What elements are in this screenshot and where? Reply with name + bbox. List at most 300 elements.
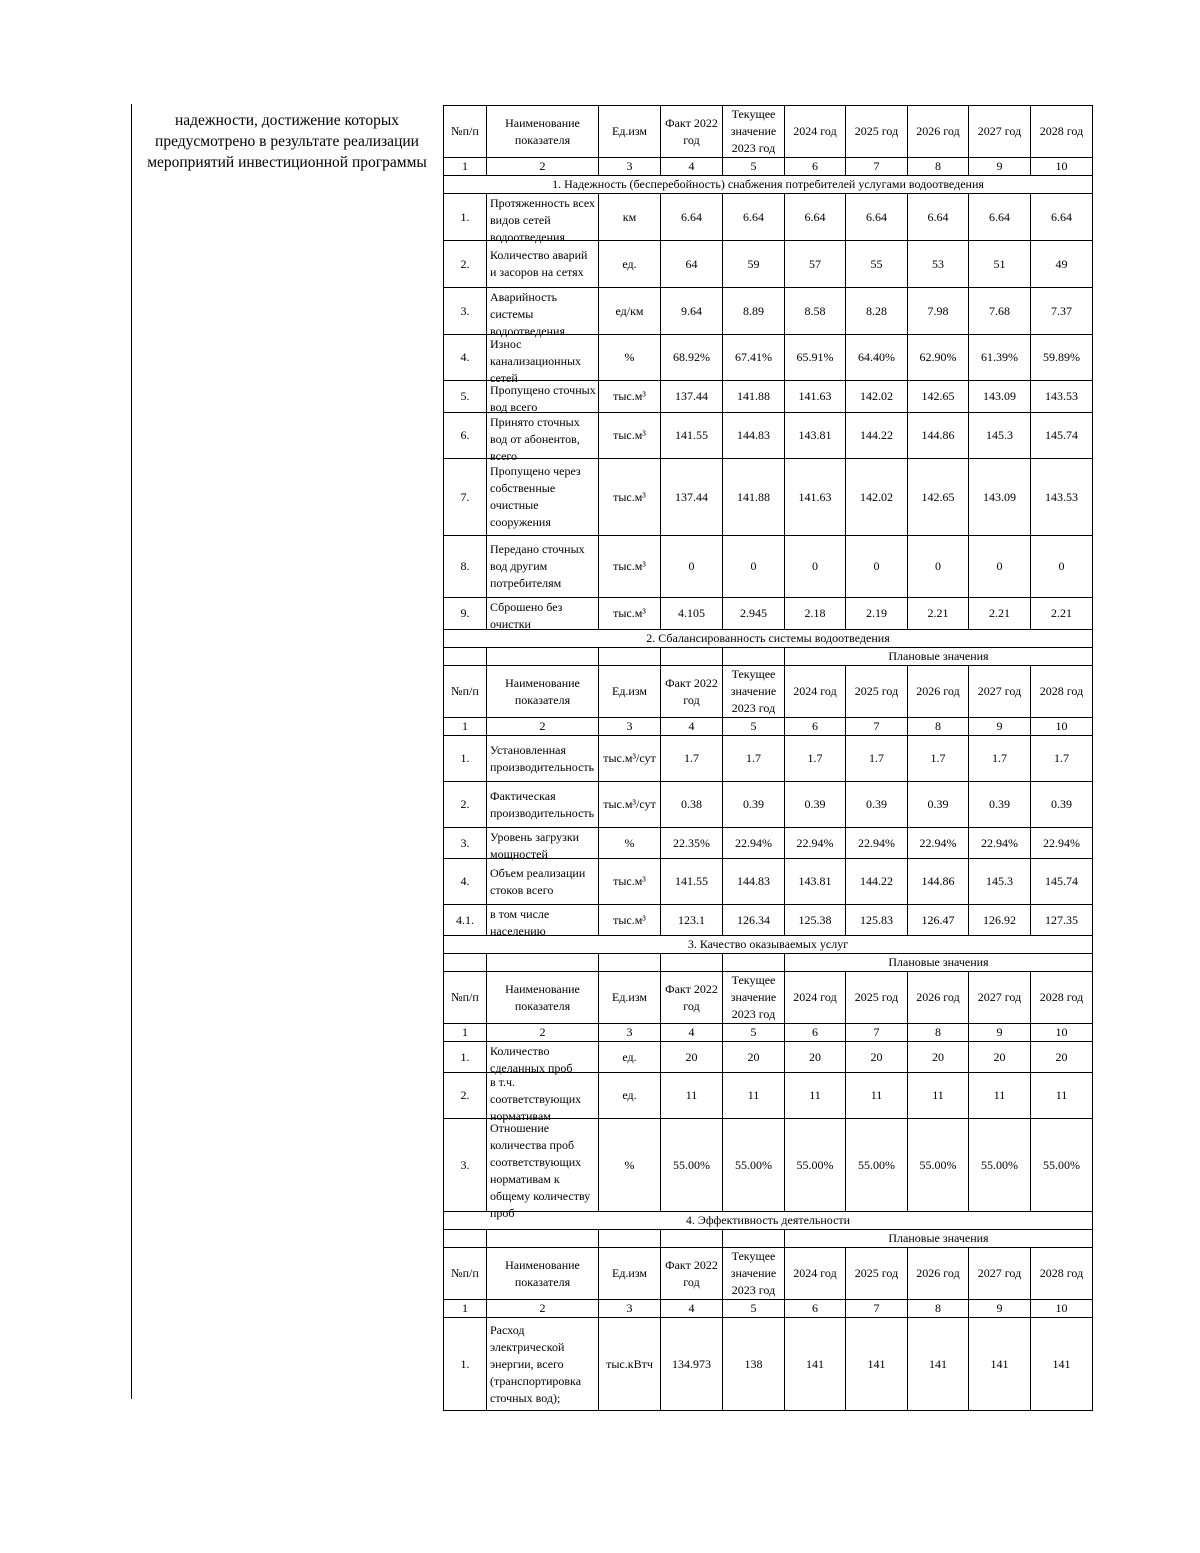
- indicator-name-text: Уровень загрузки мощностей: [490, 829, 580, 861]
- left-column-rule: [131, 104, 132, 1399]
- header-row: [444, 1248, 1093, 1300]
- left-text-line: надежности, достижение которых: [174, 112, 399, 129]
- row-unit: тыс.м³/сут: [599, 782, 661, 828]
- row-value: 141.55: [661, 859, 723, 905]
- row-unit: тыс.м³/сут: [599, 736, 661, 782]
- row-value: 64.40%: [846, 335, 908, 381]
- row-value: 0: [969, 536, 1031, 598]
- column-number: 9: [969, 1024, 1031, 1042]
- table-row: [444, 782, 1093, 828]
- row-value: 8.28: [846, 288, 908, 335]
- row-value: 1.7: [908, 736, 969, 782]
- header-name: Наименование показателя: [487, 666, 599, 718]
- column-number: 10: [1031, 1024, 1093, 1042]
- row-value: 0.39: [969, 782, 1031, 828]
- header-num: №п/п: [444, 666, 487, 718]
- row-value: 0: [661, 536, 723, 598]
- row-value: 141: [969, 1318, 1031, 1411]
- row-value: 138: [723, 1318, 785, 1411]
- header-year: 2028 год: [1031, 106, 1093, 158]
- row-value: 51: [969, 241, 1031, 288]
- row-value: 142.65: [908, 381, 969, 413]
- row-value: 6.64: [969, 194, 1031, 241]
- column-number: 7: [846, 1024, 908, 1042]
- row-value: 59: [723, 241, 785, 288]
- table-row: [444, 598, 1093, 630]
- indicator-name-text: в т.ч. соответствующих нормативам: [490, 1074, 582, 1123]
- row-value: 141: [908, 1318, 969, 1411]
- row-unit: тыс.м³: [599, 381, 661, 413]
- row-value: 20: [785, 1042, 846, 1073]
- column-number: 5: [723, 1300, 785, 1318]
- row-indicator-name: [487, 536, 599, 598]
- column-number: 1: [444, 158, 487, 176]
- row-value: 144.22: [846, 859, 908, 905]
- header-current: Текущее значение 2023 год: [723, 666, 785, 718]
- row-number: 8.: [444, 536, 487, 598]
- section-title-row: [444, 176, 1093, 194]
- empty-cell: [487, 648, 599, 666]
- row-value: 22.94%: [969, 828, 1031, 859]
- empty-cell: [661, 1230, 723, 1248]
- row-number: 4.: [444, 859, 487, 905]
- column-number: 2: [487, 1300, 599, 1318]
- row-number: 9.: [444, 598, 487, 630]
- indicator-name-text: Износ канализационных сетей: [490, 336, 582, 385]
- column-number: 1: [444, 718, 487, 736]
- header-unit: Ед.изм: [599, 106, 661, 158]
- row-value: 6.64: [723, 194, 785, 241]
- row-value: 144.22: [846, 413, 908, 459]
- row-value: 123.1: [661, 905, 723, 936]
- row-value: 64: [661, 241, 723, 288]
- row-unit: тыс.кВтч: [599, 1318, 661, 1411]
- row-value: 0: [723, 536, 785, 598]
- row-unit: тыс.м³: [599, 905, 661, 936]
- row-value: 9.64: [661, 288, 723, 335]
- row-value: 55.00%: [661, 1119, 723, 1212]
- row-value: 59.89%: [1031, 335, 1093, 381]
- column-number: 3: [599, 1300, 661, 1318]
- row-value: 142.65: [908, 459, 969, 536]
- empty-cell: [599, 648, 661, 666]
- indicator-name-text: Аварийность системы водоотведения: [490, 289, 565, 338]
- empty-cell: [487, 1230, 599, 1248]
- row-value: 4.105: [661, 598, 723, 630]
- column-number: 8: [908, 1024, 969, 1042]
- column-number: 10: [1031, 158, 1093, 176]
- column-number: 2: [487, 718, 599, 736]
- column-number: 1: [444, 1300, 487, 1318]
- column-number: 2: [487, 158, 599, 176]
- column-number: 5: [723, 718, 785, 736]
- row-unit: ед.: [599, 241, 661, 288]
- row-number: 3.: [444, 1119, 487, 1212]
- column-number: 10: [1031, 718, 1093, 736]
- indicator-name-text: Передано сточных вод другим потребителям: [490, 542, 585, 590]
- row-value: 0.39: [908, 782, 969, 828]
- column-number: 5: [723, 158, 785, 176]
- row-value: 20: [661, 1042, 723, 1073]
- table-row: [444, 1073, 1093, 1119]
- indicator-name-text: Количество сделанных проб: [490, 1043, 573, 1075]
- row-value: 6.64: [785, 194, 846, 241]
- row-value: 1.7: [969, 736, 1031, 782]
- row-value: 55.00%: [1031, 1119, 1093, 1212]
- column-number-row: [444, 158, 1093, 176]
- column-number: 6: [785, 1300, 846, 1318]
- row-value: 55.00%: [908, 1119, 969, 1212]
- row-value: 145.3: [969, 413, 1031, 459]
- row-value: 11: [723, 1073, 785, 1119]
- row-value: 143.53: [1031, 381, 1093, 413]
- row-value: 141.63: [785, 459, 846, 536]
- row-value: 65.91%: [785, 335, 846, 381]
- planned-values-row: [444, 648, 1093, 666]
- row-value: 2.21: [1031, 598, 1093, 630]
- table-row: [444, 194, 1093, 241]
- row-value: 134.973: [661, 1318, 723, 1411]
- row-value: 20: [1031, 1042, 1093, 1073]
- header-year: 2025 год: [846, 1248, 908, 1300]
- row-value: 20: [969, 1042, 1031, 1073]
- header-year: 2028 год: [1031, 972, 1093, 1024]
- row-value: 0.39: [846, 782, 908, 828]
- row-value: 1.7: [1031, 736, 1093, 782]
- row-unit: %: [599, 828, 661, 859]
- row-value: 55.00%: [785, 1119, 846, 1212]
- row-value: 141.88: [723, 381, 785, 413]
- table-row: [444, 335, 1093, 381]
- row-value: 1.7: [785, 736, 846, 782]
- planned-values-label: Плановые значения: [785, 954, 1093, 972]
- column-number: 1: [444, 1024, 487, 1042]
- row-value: 6.64: [661, 194, 723, 241]
- column-number: 3: [599, 158, 661, 176]
- row-indicator-name: [487, 459, 599, 536]
- empty-cell: [444, 648, 487, 666]
- column-number: 2: [487, 1024, 599, 1042]
- row-value: 126.47: [908, 905, 969, 936]
- header-current: Текущее значение 2023 год: [723, 972, 785, 1024]
- planned-values-label: Плановые значения: [785, 1230, 1093, 1248]
- header-year: 2027 год: [969, 666, 1031, 718]
- table-row: [444, 905, 1093, 936]
- empty-cell: [599, 954, 661, 972]
- row-value: 141.88: [723, 459, 785, 536]
- column-number: 7: [846, 1300, 908, 1318]
- row-value: 2.21: [908, 598, 969, 630]
- column-number: 6: [785, 158, 846, 176]
- row-value: 141: [1031, 1318, 1093, 1411]
- empty-cell: [723, 954, 785, 972]
- indicator-name-text: Количество аварий и засоров на сетях: [490, 248, 588, 279]
- row-value: 67.41%: [723, 335, 785, 381]
- section-title: 4. Эффективность деятельности: [444, 1212, 1093, 1230]
- header-name: Наименование показателя: [487, 972, 599, 1024]
- row-indicator-name: [487, 241, 599, 288]
- header-unit: Ед.изм: [599, 666, 661, 718]
- empty-cell: [723, 648, 785, 666]
- header-year: 2025 год: [846, 106, 908, 158]
- row-indicator-name: [487, 335, 599, 385]
- column-number: 7: [846, 718, 908, 736]
- row-value: 0: [785, 536, 846, 598]
- header-year: 2024 год: [785, 972, 846, 1024]
- row-number: 1.: [444, 194, 487, 241]
- section-title-row: [444, 630, 1093, 648]
- indicator-name-text: Объем реализации стоков всего: [490, 865, 586, 897]
- row-value: 125.38: [785, 905, 846, 936]
- row-value: 11: [908, 1073, 969, 1119]
- header-year: 2025 год: [846, 972, 908, 1024]
- row-value: 144.83: [723, 859, 785, 905]
- row-value: 22.94%: [908, 828, 969, 859]
- column-number-row: [444, 718, 1093, 736]
- column-number: 10: [1031, 1300, 1093, 1318]
- row-value: 68.92%: [661, 335, 723, 381]
- left-text-line: мероприятий инвестиционной программы: [147, 154, 427, 171]
- empty-cell: [444, 954, 487, 972]
- table-row: [444, 828, 1093, 859]
- row-value: 145.3: [969, 859, 1031, 905]
- section-title: 3. Качество оказываемых услуг: [444, 936, 1093, 954]
- empty-cell: [599, 1230, 661, 1248]
- row-value: 0: [1031, 536, 1093, 598]
- header-year: 2026 год: [908, 1248, 969, 1300]
- row-number: 5.: [444, 381, 487, 413]
- empty-cell: [444, 1230, 487, 1248]
- row-unit: ед.: [599, 1073, 661, 1119]
- row-value: 141: [785, 1318, 846, 1411]
- header-year: 2024 год: [785, 106, 846, 158]
- table-row: [444, 241, 1093, 288]
- row-value: 11: [661, 1073, 723, 1119]
- row-indicator-name: [487, 782, 599, 828]
- table-row: [444, 536, 1093, 598]
- header-year: 2024 год: [785, 666, 846, 718]
- row-number: 1.: [444, 736, 487, 782]
- row-value: 2.19: [846, 598, 908, 630]
- row-indicator-name: [487, 905, 599, 936]
- row-unit: тыс.м³: [599, 598, 661, 630]
- table-row: [444, 288, 1093, 335]
- row-unit: ед.: [599, 1042, 661, 1073]
- row-indicator-name: [487, 828, 599, 859]
- row-unit: тыс.м³: [599, 859, 661, 905]
- row-unit: км: [599, 194, 661, 241]
- row-value: 1.7: [846, 736, 908, 782]
- row-unit: тыс.м³: [599, 536, 661, 598]
- section-title-row: [444, 1212, 1093, 1230]
- row-value: 144.86: [908, 859, 969, 905]
- left-text-line: предусмотрено в результате реализации: [155, 133, 419, 150]
- row-number: 6.: [444, 413, 487, 459]
- table-row: [444, 1119, 1093, 1212]
- header-current: Текущее значение 2023 год: [723, 106, 785, 158]
- row-value: 8.58: [785, 288, 846, 335]
- indicator-name-text: Сброшено без очистки: [490, 599, 563, 631]
- row-indicator-name: [487, 1042, 599, 1073]
- column-number: 9: [969, 718, 1031, 736]
- header-year: 2026 год: [908, 666, 969, 718]
- left-column-text: [133, 110, 441, 173]
- row-value: 143.09: [969, 381, 1031, 413]
- row-value: 6.64: [846, 194, 908, 241]
- row-indicator-name: [487, 859, 599, 905]
- table-row: [444, 736, 1093, 782]
- row-indicator-name: [487, 194, 599, 244]
- section-title: 2. Сбалансированность системы водоотведения: [444, 630, 1093, 648]
- table-row: [444, 413, 1093, 459]
- indicator-name-text: Отношение количества проб соответствующих нормативам к общему количеству проб: [490, 1120, 591, 1220]
- row-value: 137.44: [661, 381, 723, 413]
- row-value: 55.00%: [969, 1119, 1031, 1212]
- row-value: 7.68: [969, 288, 1031, 335]
- row-value: 143.53: [1031, 459, 1093, 536]
- column-number: 8: [908, 1300, 969, 1318]
- row-number: 3.: [444, 288, 487, 335]
- row-value: 127.35: [1031, 905, 1093, 936]
- table-row: [444, 1042, 1093, 1073]
- row-value: 11: [1031, 1073, 1093, 1119]
- header-year: 2024 год: [785, 1248, 846, 1300]
- row-indicator-name: [487, 1073, 599, 1123]
- row-value: 22.94%: [785, 828, 846, 859]
- row-value: 55.00%: [723, 1119, 785, 1212]
- indicators-table: [443, 105, 1093, 1411]
- row-value: 144.83: [723, 413, 785, 459]
- indicator-name-text: Фактическая производительность: [490, 788, 595, 820]
- row-indicator-name: [487, 413, 599, 463]
- row-value: 20: [723, 1042, 785, 1073]
- row-value: 2.18: [785, 598, 846, 630]
- row-value: 0.39: [723, 782, 785, 828]
- row-number: 1.: [444, 1042, 487, 1073]
- row-value: 8.89: [723, 288, 785, 335]
- column-number: 8: [908, 158, 969, 176]
- column-number: 4: [661, 1300, 723, 1318]
- column-number: 3: [599, 718, 661, 736]
- column-number: 3: [599, 1024, 661, 1042]
- header-year: 2028 год: [1031, 1248, 1093, 1300]
- row-value: 22.94%: [846, 828, 908, 859]
- empty-cell: [661, 648, 723, 666]
- row-unit: тыс.м³: [599, 459, 661, 536]
- row-value: 141: [846, 1318, 908, 1411]
- column-number: 4: [661, 1024, 723, 1042]
- header-year: 2025 год: [846, 666, 908, 718]
- row-number: 4.: [444, 335, 487, 381]
- planned-values-row: [444, 954, 1093, 972]
- row-value: 55: [846, 241, 908, 288]
- header-fact: Факт 2022 год: [661, 1248, 723, 1300]
- row-indicator-name: [487, 598, 599, 630]
- row-value: 6.64: [1031, 194, 1093, 241]
- row-unit: %: [599, 335, 661, 381]
- row-value: 11: [785, 1073, 846, 1119]
- row-value: 1.7: [723, 736, 785, 782]
- row-value: 61.39%: [969, 335, 1031, 381]
- row-value: 143.81: [785, 413, 846, 459]
- row-value: 20: [846, 1042, 908, 1073]
- row-value: 143.09: [969, 459, 1031, 536]
- row-value: 145.74: [1031, 859, 1093, 905]
- row-value: 53: [908, 241, 969, 288]
- header-current: Текущее значение 2023 год: [723, 1248, 785, 1300]
- header-fact: Факт 2022 год: [661, 666, 723, 718]
- row-value: 11: [846, 1073, 908, 1119]
- row-number: 1.: [444, 1318, 487, 1411]
- row-value: 20: [908, 1042, 969, 1073]
- column-number-row: [444, 1300, 1093, 1318]
- row-number: 2.: [444, 1073, 487, 1119]
- row-value: 6.64: [908, 194, 969, 241]
- row-value: 0: [908, 536, 969, 598]
- row-value: 0: [846, 536, 908, 598]
- header-unit: Ед.изм: [599, 1248, 661, 1300]
- empty-cell: [723, 1230, 785, 1248]
- row-indicator-name: [487, 1119, 599, 1220]
- column-number: 5: [723, 1024, 785, 1042]
- row-value: 137.44: [661, 459, 723, 536]
- table-row: [444, 381, 1093, 413]
- row-value: 144.86: [908, 413, 969, 459]
- row-value: 0.39: [785, 782, 846, 828]
- row-value: 22.35%: [661, 828, 723, 859]
- header-year: 2026 год: [908, 106, 969, 158]
- table-row: [444, 1318, 1093, 1411]
- row-value: 0.38: [661, 782, 723, 828]
- empty-cell: [661, 954, 723, 972]
- header-unit: Ед.изм: [599, 972, 661, 1024]
- row-value: 0.39: [1031, 782, 1093, 828]
- indicator-name-text: Пропущено через собственные очистные сооружения: [490, 464, 581, 529]
- column-number: 8: [908, 718, 969, 736]
- column-number: 4: [661, 158, 723, 176]
- header-fact: Факт 2022 год: [661, 972, 723, 1024]
- row-value: 57: [785, 241, 846, 288]
- header-row: [444, 666, 1093, 718]
- row-value: 142.02: [846, 381, 908, 413]
- row-unit: тыс.м³: [599, 413, 661, 459]
- column-number: 4: [661, 718, 723, 736]
- row-value: 62.90%: [908, 335, 969, 381]
- row-value: 143.81: [785, 859, 846, 905]
- row-number: 4.1.: [444, 905, 487, 936]
- header-num: №п/п: [444, 106, 487, 158]
- row-value: 126.34: [723, 905, 785, 936]
- empty-cell: [487, 954, 599, 972]
- row-value: 2.21: [969, 598, 1031, 630]
- row-value: 2.945: [723, 598, 785, 630]
- row-value: 145.74: [1031, 413, 1093, 459]
- header-name: Наименование показателя: [487, 106, 599, 158]
- row-number: 7.: [444, 459, 487, 536]
- row-number: 2.: [444, 782, 487, 828]
- row-unit: ед/км: [599, 288, 661, 335]
- column-number-row: [444, 1024, 1093, 1042]
- column-number: 6: [785, 1024, 846, 1042]
- header-num: №п/п: [444, 1248, 487, 1300]
- header-year: 2027 год: [969, 972, 1031, 1024]
- column-number: 6: [785, 718, 846, 736]
- section-title: 1. Надежность (бесперебойность) снабжения потребителей услугами водоотведения: [444, 176, 1093, 194]
- row-value: 49: [1031, 241, 1093, 288]
- table-row: [444, 459, 1093, 536]
- row-indicator-name: [487, 381, 599, 413]
- row-value: 11: [969, 1073, 1031, 1119]
